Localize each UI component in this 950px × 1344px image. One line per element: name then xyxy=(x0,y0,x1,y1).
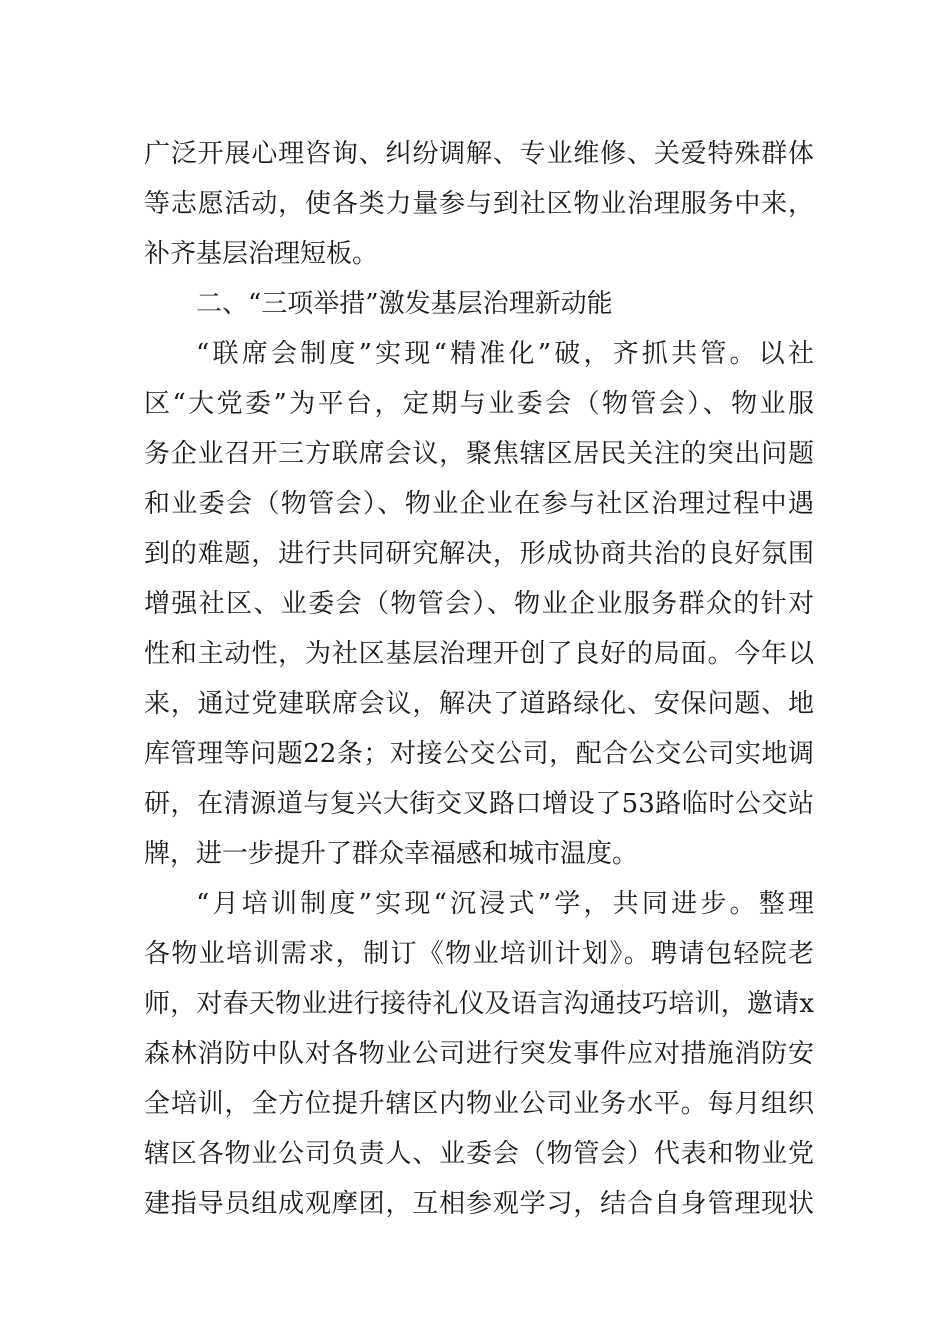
paragraph-line: “月培训制度”实现“沉浸式”学，共同进步。整理 xyxy=(196,889,814,919)
paragraph-line: 到的难题，进行共同研究解决，形成协商共治的良好氛围 xyxy=(144,539,814,569)
paragraph-line: 全培训，全方位提升辖区内物业公司业务水平。每月组织 xyxy=(144,1089,814,1119)
paragraph-line: 研，在清源道与复兴大街交叉路口增设了53路临时公交站 xyxy=(144,789,814,819)
paragraph-line: 性和主动性，为社区基层治理开创了良好的局面。今年以 xyxy=(144,639,814,669)
paragraph-line: 来，通过党建联席会议，解决了道路绿化、安保问题、地 xyxy=(144,689,814,719)
paragraph-line: 和业委会（物管会）、物业企业在参与社区治理过程中遇 xyxy=(144,489,814,519)
paragraph-line: 补齐基层治理短板。 xyxy=(144,239,379,269)
paragraph-line: 森林消防中队对各物业公司进行突发事件应对措施消防安 xyxy=(144,1039,814,1069)
paragraph-line: 辖区各物业公司负责人、业委会（物管会）代表和物业党 xyxy=(144,1139,814,1169)
section-heading: 二、“三项举措”激发基层治理新动能 xyxy=(196,289,613,319)
paragraph-line: “联席会制度”实现“精准化”破，齐抓共管。以社 xyxy=(196,339,814,369)
paragraph-line: 牌，进一步提升了群众幸福感和城市温度。 xyxy=(144,839,639,869)
paragraph-line: 库管理等问题22条；对接公交公司，配合公交公司实地调 xyxy=(144,739,814,769)
paragraph-line: 务企业召开三方联席会议，聚焦辖区居民关注的突出问题 xyxy=(144,439,814,469)
paragraph-line: 广泛开展心理咨询、纠纷调解、专业维修、关爱特殊群体 xyxy=(144,139,814,169)
paragraph-line: 等志愿活动，使各类力量参与到社区物业治理服务中来， xyxy=(144,189,814,219)
paragraph-line: 建指导员组成观摩团，互相参观学习，结合自身管理现状 xyxy=(144,1189,814,1219)
paragraph-line: 各物业培训需求，制订《物业培训计划》。聘请包轻院老 xyxy=(144,939,814,969)
paragraph-line: 师，对春天物业进行接待礼仪及语言沟通技巧培训，邀请x xyxy=(144,989,814,1019)
paragraph-line: 增强社区、业委会（物管会）、物业企业服务群众的针对 xyxy=(144,589,814,619)
paragraph-line: 区“大党委”为平台，定期与业委会（物管会）、物业服 xyxy=(144,389,814,419)
